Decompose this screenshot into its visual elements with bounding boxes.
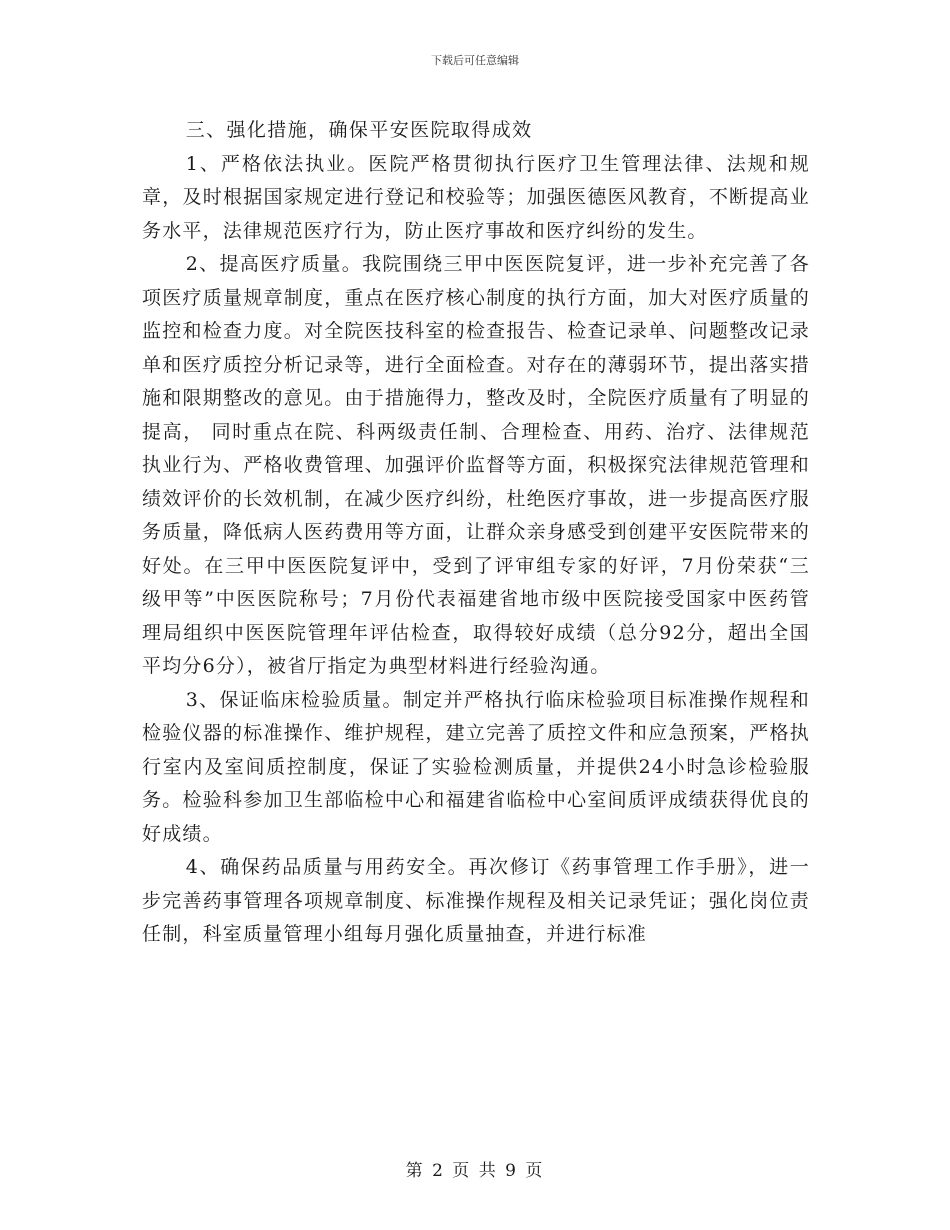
page-number-footer: 第 2 页 共 9 页 [405, 1161, 545, 1181]
paragraph-2: 2、提高医疗质量。我院围绕三甲中医医院复评，进一步补充完善了各项医疗质量规章制度，重点在医疗核心制度的执行方面，加大对医疗质量的监控和检查力度。对全院医技科室的检查报告、检查记录单、问题整改记录单和医疗质控分析记录等，进行全面检查。对存在的薄弱环节，提出落实措施和限期整改的意见。由于措施得力，整改及时，全院医疗质量有了明显的提高， 同时重点在院、科两级责任制、合理检查、用药、治疗、法律规范执业行为、严格收费管理、加强评价监督等方面，积极探究法律规范管理和绩效评价的长效机制，在减少医疗纠纷，杜绝医疗事故，进一步提高医疗服务质量，降低病人医药费用等方面，让群众亲身感受到创建平安医院带来的好处。在三甲中医医院复评中，受到了评审组专家的好评，7月份荣获“三级甲等”中医医院称号；7月份代表福建省地市级中医院接受国家中医药管理局组织中医医院管理年评估检查，取得较好成绩（总分92分，超出全国平均分6分），被省厅指定为典型材料进行经验沟通。 [142, 253, 810, 677]
document-body [142, 114, 810, 952]
paragraph-4: 4、确保药品质量与用药安全。再次修订《药事管理工作手册》，进一步完善药事管理各项规章制度、标准操作规程及相关记录凭证；强化岗位责任制，科室质量管理小组每月强化质量抽查，并进行标准 [142, 856, 810, 945]
page-header: 下载后可任意编辑 [431, 54, 519, 67]
paragraph-3: 3、保证临床检验质量。制定并严格执行临床检验项目标准操作规程和检验仪器的标准操作、维护规程，建立完善了质控文件和应急预案，严格执行室内及室间质控制度，保证了实验检测质量，并提供24小时急诊检验服务。检验科参加卫生部临检中心和福建省临检中心室间质评成绩获得优良的好成绩。 [142, 688, 810, 845]
paragraph-1: 1、严格依法执业。医院严格贯彻执行医疗卫生管理法律、法规和规章，及时根据国家规定进行登记和校验等；加强医德医风教育，不断提高业务水平，法律规范医疗行为，防止医疗事故和医疗纠纷的发生。 [142, 152, 810, 242]
section-heading: 三、强化措施，确保平安医院取得成效 [185, 119, 533, 141]
